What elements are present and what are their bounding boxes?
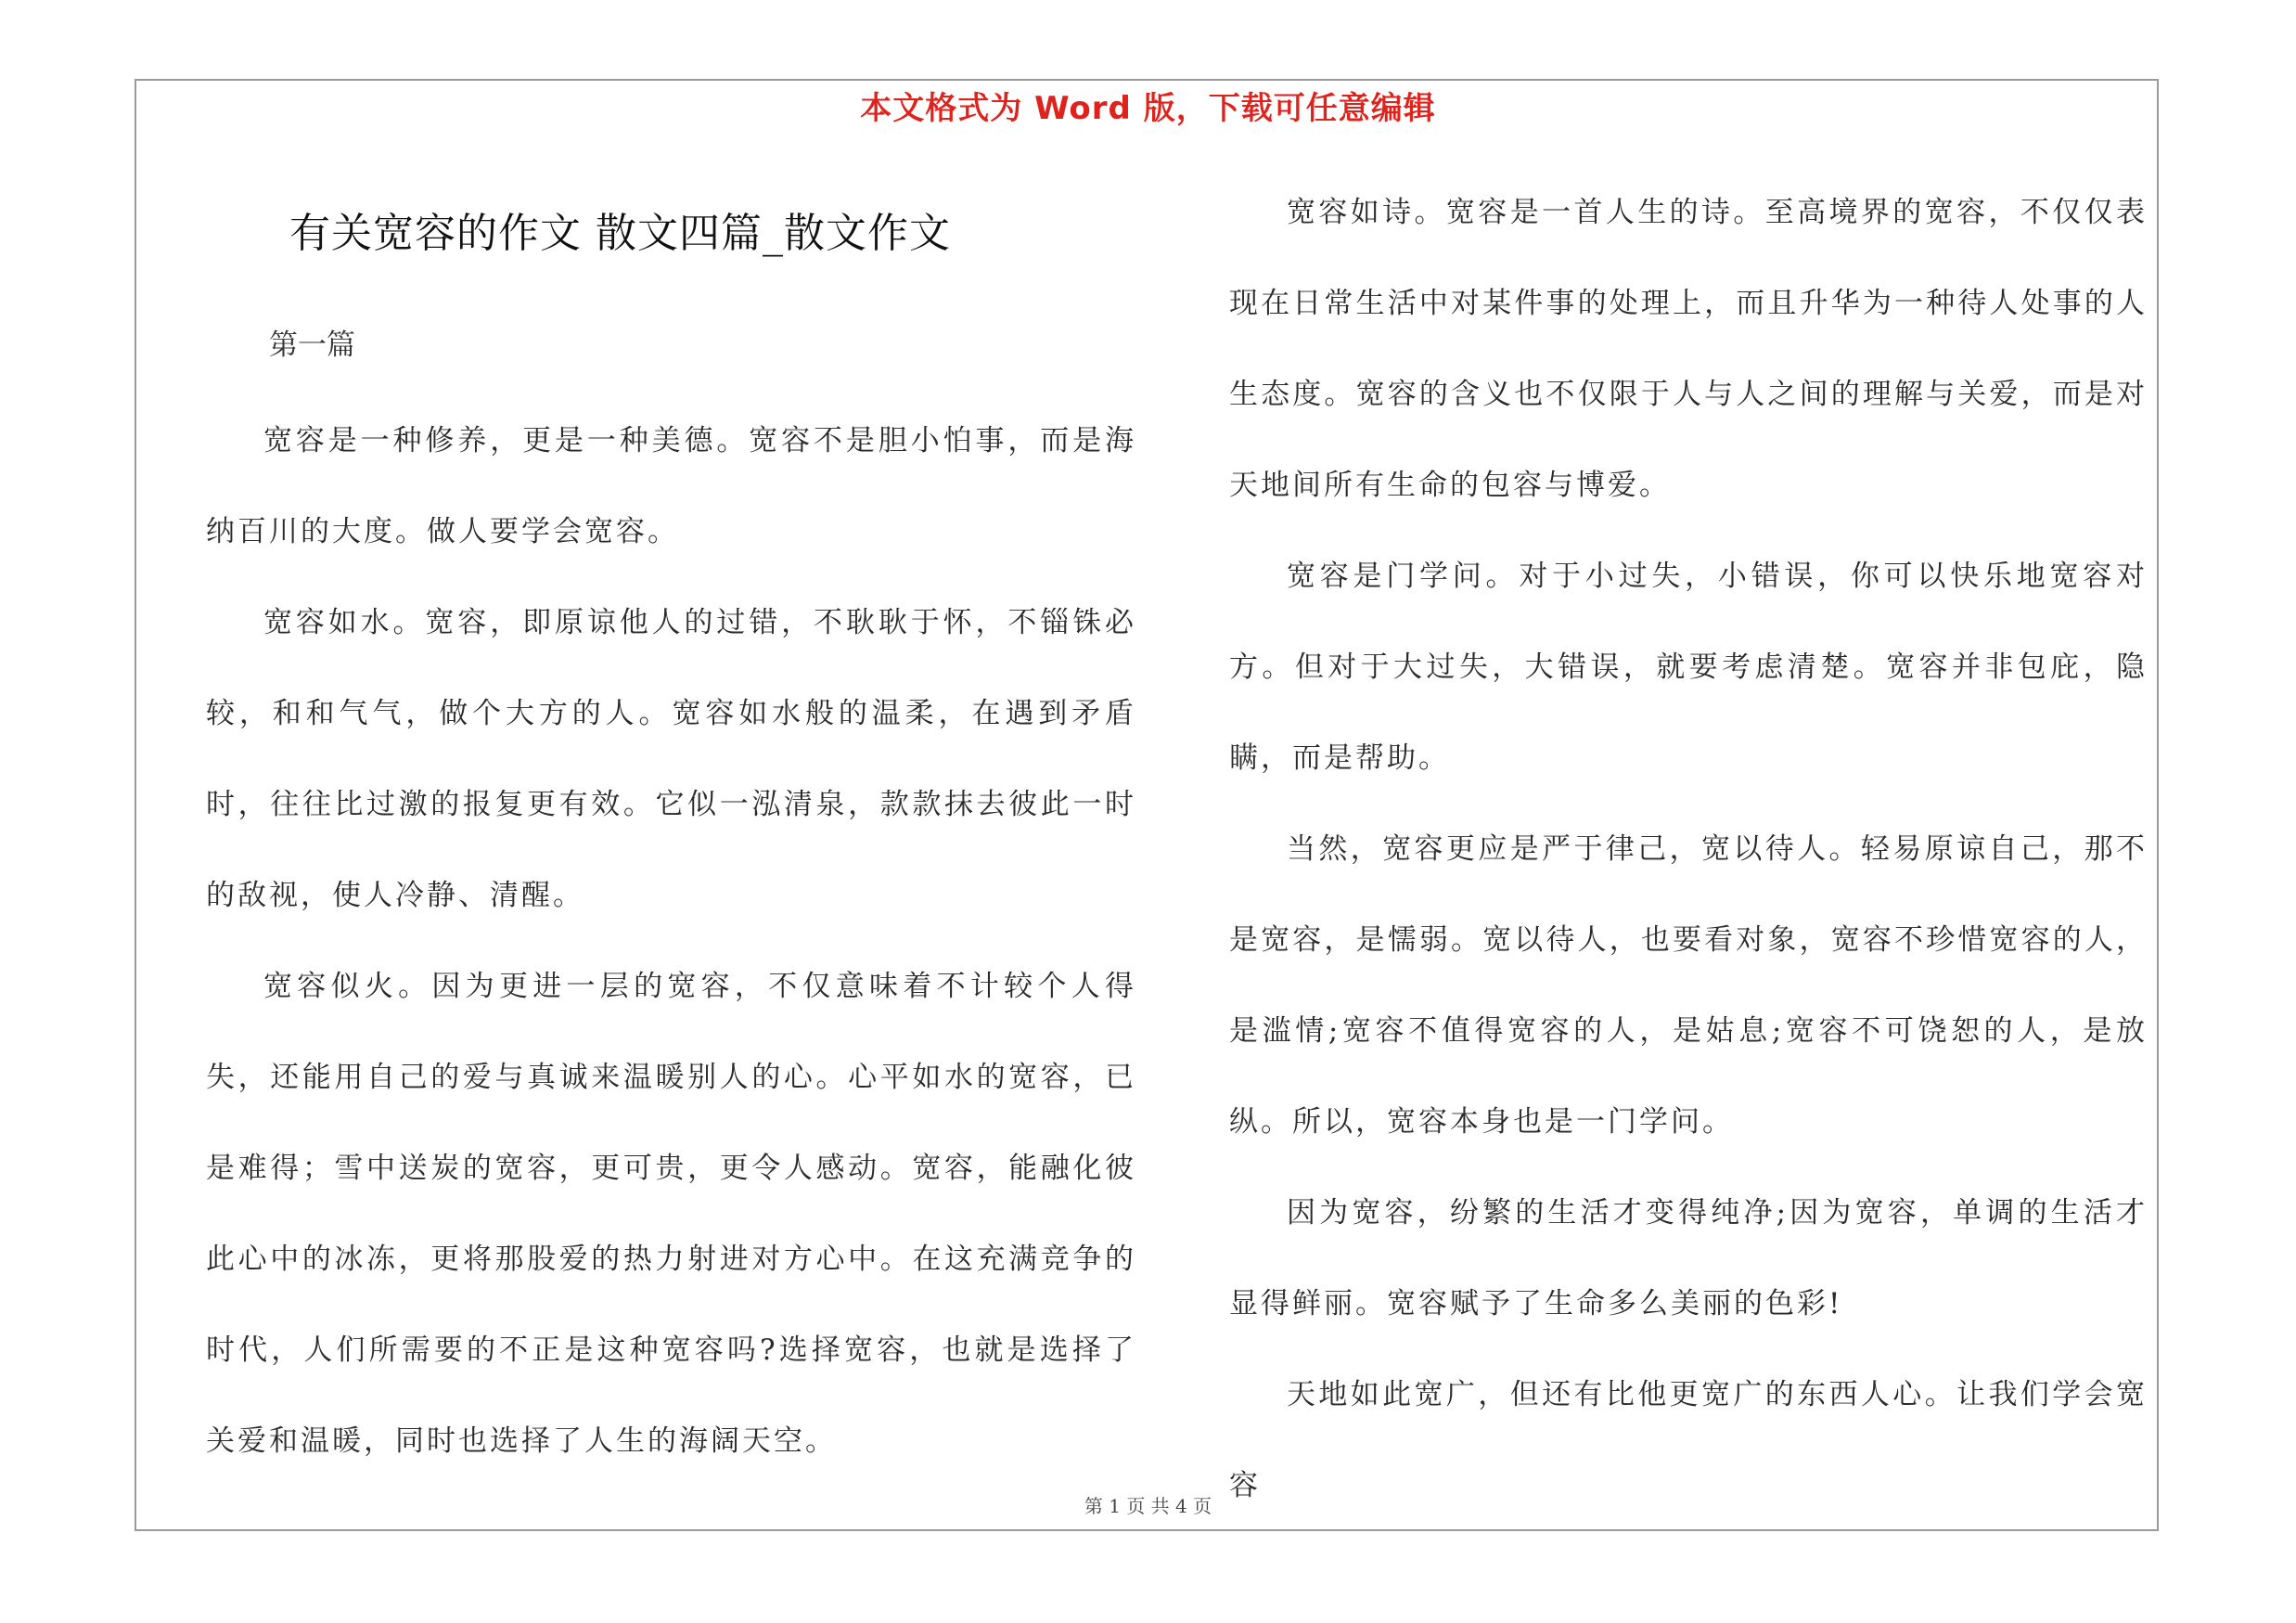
paragraph-right-1: 宽容如诗。宽容是一首人生的诗。至高境界的宽容，不仅仅表现在日常生活中对某件事的处理上，而且升华为一种待人处事的人生态度。宽容的含义也不仅限于人与人之间的理解与关爱，而是对天地间所有生命的包容与博爱。 xyxy=(1229,196,2148,502)
document-title: 有关宽容的作文 散文四篇_散文作文 xyxy=(289,210,951,257)
paragraph-right-4: 因为宽容，纷繁的生活才变得纯净;因为宽容，单调的生活才显得鲜丽。宽容赋予了生命多么美丽的色彩! xyxy=(1229,1196,2148,1320)
word-format-banner: 本文格式为 Word 版，下载可任意编辑 xyxy=(860,90,1436,127)
page-footer: 第 1 页 共 4 页 xyxy=(1084,1495,1212,1517)
paragraph-left-2: 宽容如水。宽容，即原谅他人的过错，不耿耿于怀，不锱铢必较，和和气气，做个大方的人。宽容如水般的温柔，在遇到矛盾时，往往比过激的报复更有效。它似一泓清泉，款款抹去彼此一时的敌视，使人冷静、清醒。 xyxy=(206,606,1136,912)
paragraph-right-2: 宽容是门学问。对于小过失，小错误，你可以快乐地宽容对方。但对于大过失，大错误，就要考虑清楚。宽容并非包庇，隐瞒，而是帮助。 xyxy=(1229,560,2148,775)
paragraph-left-1: 宽容是一种修养，更是一种美德。宽容不是胆小怕事，而是海纳百川的大度。做人要学会宽容。 xyxy=(206,424,1136,548)
paragraph-right-3: 当然，宽容更应是严于律己，宽以待人。轻易原谅自己，那不是宽容，是懦弱。宽以待人，也要看对象，宽容不珍惜宽容的人，是滥情;宽容不值得宽容的人，是姑息;宽容不可饶恕的人，是放纵。所以，宽容本身也是一门学问。 xyxy=(1229,832,2148,1139)
section-heading: 第一篇 xyxy=(269,328,355,362)
paragraph-right-5: 天地如此宽广，但还有比他更宽广的东西人心。让我们学会宽容 xyxy=(1229,1378,2148,1502)
paragraph-left-3: 宽容似火。因为更进一层的宽容，不仅意味着不计较个人得失，还能用自己的爱与真诚来温暖别人的心。心平如水的宽容，已是难得；雪中送炭的宽容，更可贵，更令人感动。宽容，能融化彼此心中的冰冻，更将那股爱的热力射进对方心中。在这充满竞争的时代，人们所需要的不正是这种宽容吗?选择宽容，也就是选择了关爱和温暖，同时也选择了人生的海阔天空。 xyxy=(206,970,1136,1458)
